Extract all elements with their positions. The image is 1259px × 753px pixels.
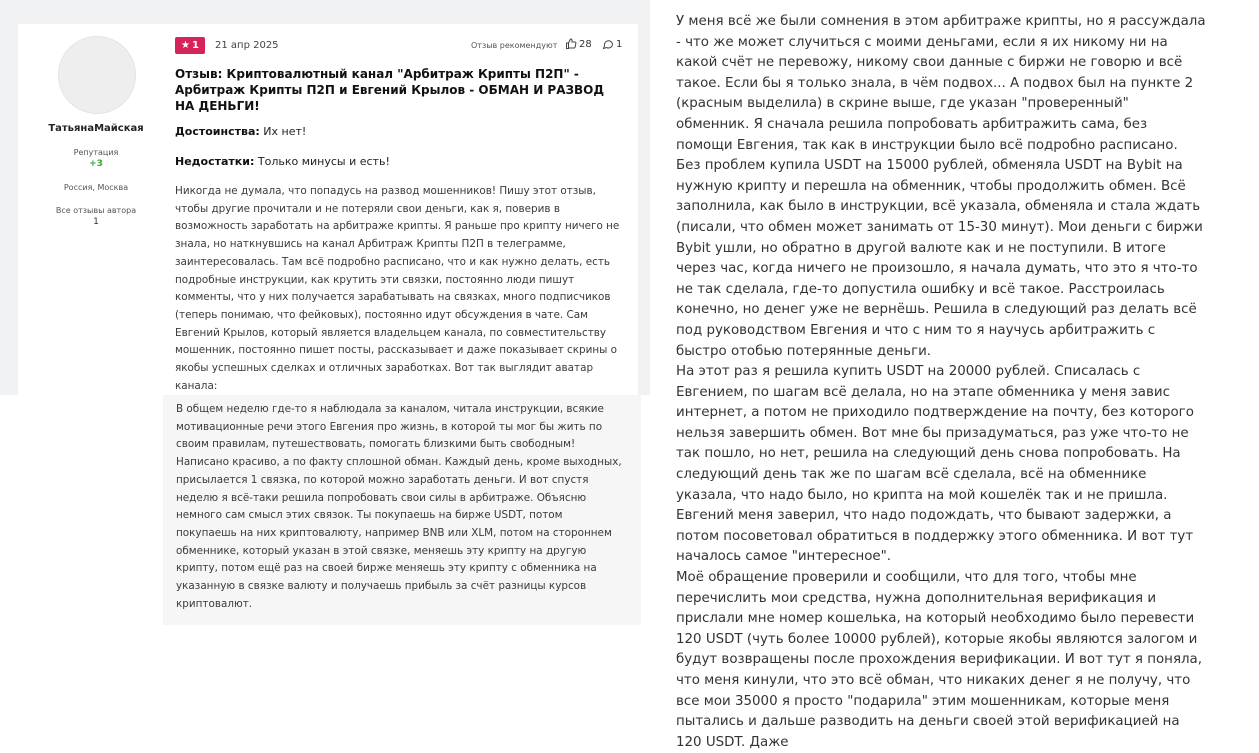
author-name[interactable]: ТатьянаМайская	[48, 123, 144, 134]
like-button[interactable]	[565, 38, 592, 50]
reputation-value: +3	[89, 159, 103, 169]
all-reviews-link[interactable]: Все отзывы автора	[55, 206, 137, 215]
comment-icon	[602, 38, 614, 50]
comments-button[interactable]	[602, 38, 622, 50]
review-body-part1: Никогда не думала, что попадусь на развод мошенников! Пишу этот отзыв, чтобы другие прочитали и не потеряли свои деньги, как я, поверив в возможность заработать на арбитраже крипты. Я раньше про крипту ничего не знала, но наткнувшись на канал Арбитраж Крипты П2П в телеграмме, заинтересовалась. Там всё подробно расписано, что и как нужно делать, есть подробные инструкции, как крутить эти связки, постоянно люди пишут комменты, что у них получается зарабатывать на связках, много подписчиков (теперь понимаю, что фейковых), постоянно идут обсуждения в чате. Сам Евгений Крылов, который является владельцем канала, по совместительству мошенник, постоянно пишет посты, рассказывает и даже показывает скрины о якобы успешных сделках и отличных заработках. Вот так выглядит аватар канала:	[175, 185, 620, 392]
comments-count: 1	[616, 38, 623, 50]
review-title[interactable]: Отзыв: Криптовалютный канал "Арбитраж Крипты П2П" - Арбитраж Крипты П2П и Евгений Крылов - ОБМАН И РАЗВОД НА ДЕНЬГИ!	[175, 67, 605, 113]
all-reviews-count[interactable]: 1	[93, 217, 99, 227]
reputation-label: Репутация	[73, 148, 119, 157]
author-location: Россия, Москва	[63, 183, 129, 192]
continuation-paragraph-2: На этот раз я решила купить USDT на 20000 рублей. Списалась с Евгением, по шагам всё делала, но на этапе обменника у меня завис интернет, а потом не приходило подтверждение на почту, без которого нельзя завершить обмен. Вот мне бы призадуматься, раз уже что-то не так пошло, но нет, решила на следующий день снова попробовать. На следующий день так же по шагам всё сделала, всё на обменнике указала, что надо было, но крипта на мой кошелёк так и не пришла. Евгений меня заверил, что надо подождать, что бывают задержки, а потом посоветовал обратиться в поддержку этого обменника. И вот тут началось самое "интересное".	[676, 364, 1194, 565]
pros	[175, 125, 306, 138]
cons-label: Недостатки:	[175, 155, 255, 168]
pros-label: Достоинства:	[175, 125, 260, 138]
thumbs-up-icon	[565, 38, 577, 50]
star-icon: ★	[181, 40, 190, 51]
rating-badge	[175, 37, 205, 54]
likes-count: 28	[579, 38, 592, 50]
review-body-part2: В общем неделю где-то я наблюдала за каналом, читала инструкции, всякие мотивационные речи этого Евгения про жизнь, в которой ты мог бы жить по своим правилам, путешествовать, помогать близкими быть свободным! Написано красиво, а по факту сплошной обман. Каждый день, кроме выходных, присылается 1 связка, по которой можно заработать деньги. И вот спустя неделю я всё-таки решила попробовать свои силы в арбитраже. Объясню немного сам смысл этих связок. Ты покупаешь на бирже USDT, потом покупаешь на них криптовалюту, например BNB или XLM, потом на стороннем обменнике, который указан в этой связке, меняешь эту крипту на другую крипту, потом ещё раз на своей бирже меняешь эту крипту с обменника на указанную в связке валюту и получаешь прибыль за счёт разницы курсов криптовалют.	[176, 403, 622, 610]
avatar[interactable]	[58, 36, 136, 114]
review-date: 21 апр 2025	[215, 40, 279, 51]
continuation-paragraph-3: Моё обращение проверили и сообщили, что для того, чтобы мне перечислить мои средства, нужна дополнительная верификация и прислали мне номер кошелька, на который необходимо было перевести 120 USDT (чуть более 10000 рублей), которые якобы являются залогом и будут возвращены после прохождения верификации. И вот тут я поняла, что меня кинули, что это всё обман, что никаких денег я не получу, что все мои 35000 я просто "подарила" этим мошенникам, которые меня пытались и дальше разводить на деньги своей этой верификацией на 120 USDT. Даже	[676, 570, 1203, 750]
cons	[175, 155, 390, 168]
rating-value: 1	[192, 40, 199, 51]
pros-text: Их нет!	[263, 125, 307, 138]
recommend-label: Отзыв рекомендуют	[471, 41, 558, 50]
cons-text: Только минусы и есть!	[257, 155, 390, 168]
review-continuation	[676, 12, 1206, 753]
continuation-paragraph-1: У меня всё же были сомнения в этом арбитраже крипты, но я рассуждала - что же может случиться с моими деньгами, если я их никому ни на какой счёт не перевожу, никому свои данные с биржи не говорю и всё такое. Если бы я только знала, в чём подвох... А подвох был на пункте 2 (красным выделила) в скрине выше, где указан "проверенный" обменник. Я сначала решила попробовать арбитражить сама, без помощи Евгения, так как в инструкции было всё подробно расписано. Без проблем купила USDT на 15000 рублей, обменяла USDT на Bybit на нужную крипту и перешла на обменник, чтобы продолжить обмен. Всё заполнила, как было в инструкции, всё указала, обменяла и стала ждать (писали, что обмен может занимать от 15-30 минут). Мои деньги с биржи Bybit ушли, но обратно в другой валюте как и не поступили. В итоге через час, когда ничего не произошло, я начала думать, что это я что-то не так сделала, где-то допустила ошибку и всё такое. Расстроилась конечно, но денег уже не вернёшь. Решила в следующий раз делать всё под руководством Евгения и что с ним то я научусь арбитражить с быстро отобью потерянные деньги.	[676, 14, 1206, 359]
